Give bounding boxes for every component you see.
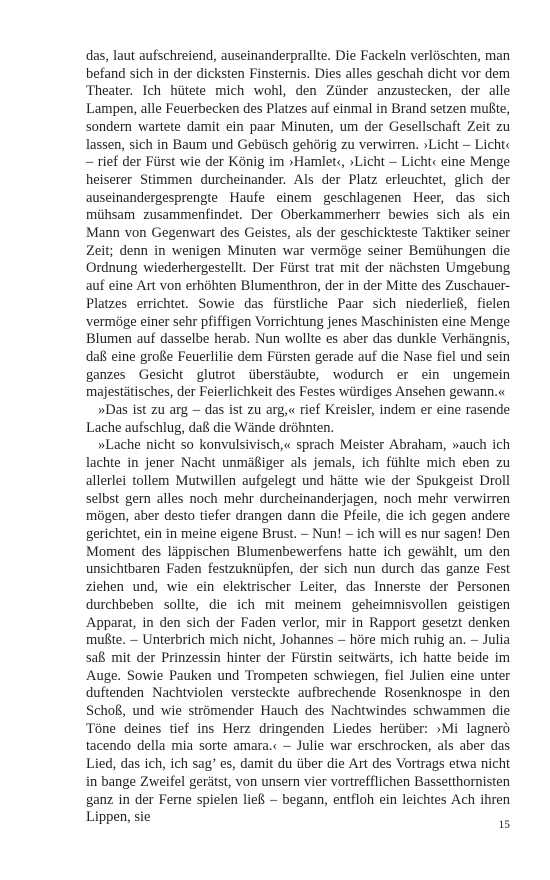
paragraph-kreisler: »Das ist zu arg – das ist zu arg,« rief Kreisler, indem er eine rasende Lache aufschlug, daß die Wände dröhnten. xyxy=(86,402,510,436)
paragraph-abraham: »Lache nicht so konvulsivisch,« sprach Meister Abraham, »auch ich lachte in jener Nacht unmäßiger als jemals, ich fühlte mich eben zu allerlei tollem Mutwillen aufgelegt und hätte wie der Spukgeist Droll selbst gern alles noch mehr durcheinanderjagen, noch mehr verwirren mögen, aber desto tiefer drangen dann die Pfeile, die ich gegen andere gerichtet, ein in meine eigene Brust. – Nun! – ich will es nur sagen! Den Moment des läppischen Blumenbewerfens hatte ich gewählt, um den unsichtbaren Faden festzuknüpfen, der sich nun durch das ganze Fest ziehen und, wie ein elektrischer Leiter, das Innerste der Personen durchbeben sollte, die ich mit meinem geheimnisvollen geistigen Apparat, in den sich der Faden verlor, mir in Rapport gesetzt denken mußte. – Unterbrich mich nicht, Johannes – höre mich ruhig an. – Julia saß mit der Prinzessin hinter der Fürstin seitwärts, ich hatte beide im Auge. Sowie Pauken und Trompeten schwiegen, fiel Julien eine unter duftenden Nachtviolen versteckte aufbrechende Rosenknospe in den Schoß, und wie strömender Hauch des Nachtwindes schwammen die Töne deines tief ins Herz dringenden Liedes herüber: ›Mi lagnerò tacendo della mia sorte amara.‹ – Julie war erschrocken, als aber das Lied, das ich, ich sag’ es, damit du über die Art des Vortrags etwa nicht in bange Zweifel gerätst, von unsern vier vortrefflichen Bassetthornisten ganz in der Ferne spielen ließ – begann, entfloh ein leichtes Ach ihren Lippen, sie xyxy=(86,437,510,826)
page-number: 15 xyxy=(498,819,510,831)
paragraph-narration: das, laut aufschreiend, auseinanderprallte. Die Fackeln verlöschten, man befand sich in der dicksten Finsternis. Dies alles geschah dicht vor dem Theater. Ich hütete mich wohl, den Zünder anzustecken, der alle Lampen, alle Feuerbecken des Platzes auf einmal in Brand setzen mußte, sondern wartete damit ein paar Minuten, um der Gesellschaft Zeit zu lassen, sich in Baum und Gebüsch gehörig zu verwirren. ›Licht – Licht‹ – rief der Fürst wie der König im ›Hamlet‹, ›Licht – Licht‹ eine Menge heiserer Stimmen durcheinander. Als der Platz erleuchtet, glich der auseinandergesprengte Haufe einem geschlagenen Heer, das sich mühsam zusammenfindet. Der Oberkammerherr bewies sich als ein Mann von Gegenwart des Geistes, als der geschickteste Taktiker seiner Zeit; denn in wenigen Minuten war vermöge seiner Bemühungen die Ordnung wiederhergestellt. Der Fürst trat mit der nächsten Umgebung auf eine Art von erhöhten Blumenthron, der in der Mitte des Zuschauer-Platzes errichtet. Sowie das fürstliche Paar sich niederließ, fielen vermöge einer sehr pfiffigen Vorrichtung jenes Maschinisten eine Menge Blumen auf dasselbe herab. Nun wollte es aber das dunkle Verhängnis, daß eine große Feuerlilie dem Fürsten gerade auf die Nase fiel und sein ganzes Gesicht glutrot überstäubte, wodurch er ein ungemein majestätisches, der Feierlichkeit des Festes würdiges Ansehen gewann.« xyxy=(86,48,510,401)
page-body xyxy=(86,48,510,827)
